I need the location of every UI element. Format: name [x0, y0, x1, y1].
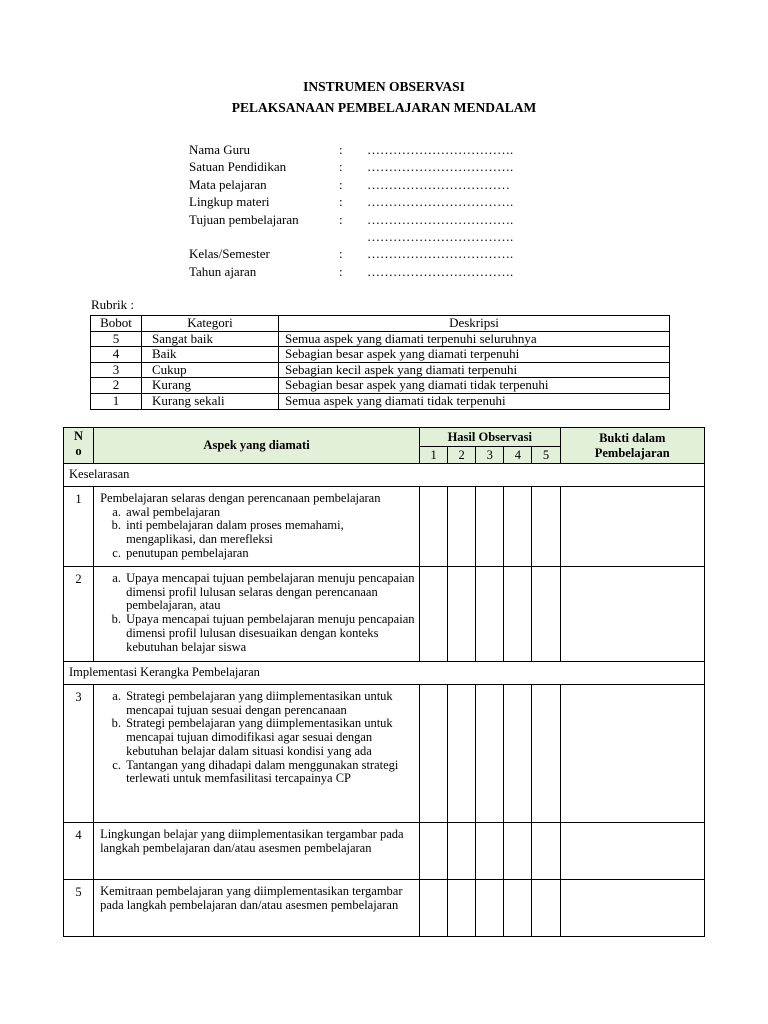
identity-label: Kelas/Semester — [189, 246, 270, 262]
rubrik-bobot: 3 — [91, 362, 142, 378]
identity-colon: : — [339, 246, 343, 262]
score-cell[interactable] — [476, 685, 504, 823]
identity-value-field[interactable]: ……………………………. — [367, 211, 514, 227]
score-header: 4 — [504, 447, 532, 464]
table-row — [64, 880, 705, 937]
identity-value-field[interactable]: …………………………… — [367, 176, 510, 192]
evidence-cell[interactable] — [560, 685, 705, 823]
score-cell[interactable] — [448, 685, 476, 823]
list-item: c. penutupan pembelajaran — [124, 547, 415, 561]
score-cell[interactable] — [532, 487, 560, 567]
item-number: 2 — [64, 567, 94, 662]
score-cell[interactable] — [504, 823, 532, 880]
item-point-list — [100, 690, 415, 786]
rubrik-kategori: Sangat baik — [142, 331, 279, 347]
rubrik-deskripsi: Sebagian besar aspek yang diamati terpenuhi — [279, 347, 670, 363]
rubrik-kategori: Kurang — [142, 378, 279, 394]
evidence-cell[interactable] — [560, 567, 705, 662]
rubrik-header-kategori: Kategori — [142, 316, 279, 332]
rubrik-row — [91, 362, 670, 378]
list-item: a. Strategi pembelajaran yang diimplementasikan untuk mencapai tujuan sesuai dengan perencanaan — [124, 690, 415, 717]
header-no-line1: N — [74, 429, 84, 443]
table-row — [64, 685, 705, 823]
score-cell[interactable] — [476, 823, 504, 880]
identity-label: Tahun ajaran — [189, 263, 257, 279]
identity-value-field[interactable]: ……………………………. — [367, 142, 514, 157]
identity-label: Tujuan pembelajaran — [189, 211, 299, 227]
score-cell[interactable] — [420, 685, 448, 823]
rubrik-header-bobot: Bobot — [91, 316, 142, 332]
score-header: 3 — [476, 447, 504, 464]
section-row-implementasi — [64, 662, 705, 685]
score-cell[interactable] — [448, 823, 476, 880]
list-item: a. awal pembelajaran — [124, 506, 415, 520]
item-description: Kemitraan pembelajaran yang diimplementasikan tergambar pada langkah pembelajaran dan/atau asesmen pembelajaran — [94, 880, 420, 937]
document-title: INSTRUMEN OBSERVASI — [303, 79, 465, 94]
list-item: c. Tantangan yang dihadapi dalam menggunakan strategi terlewati untuk memfasilitasi tercapainya CP — [124, 759, 415, 786]
item-number: 1 — [64, 487, 94, 567]
score-cell[interactable] — [504, 567, 532, 662]
score-header: 1 — [420, 447, 448, 464]
item-description — [94, 487, 420, 567]
score-cell[interactable] — [532, 685, 560, 823]
evidence-cell[interactable] — [560, 823, 705, 880]
score-cell[interactable] — [532, 880, 560, 937]
identity-colon: : — [339, 211, 343, 227]
score-cell[interactable] — [420, 880, 448, 937]
table-row — [64, 823, 705, 880]
section-row-keselarasan — [64, 464, 705, 487]
evidence-cell[interactable] — [560, 880, 705, 937]
identity-colon: : — [339, 142, 343, 157]
header-aspek: Aspek yang diamati — [94, 428, 420, 464]
rubrik-kategori: Baik — [142, 347, 279, 363]
score-header: 5 — [532, 447, 560, 464]
item-description — [94, 685, 420, 823]
section-title: Keselarasan — [64, 464, 705, 487]
rubrik-row — [91, 393, 670, 409]
item-point-list — [100, 506, 415, 561]
rubrik-bobot: 4 — [91, 347, 142, 363]
score-cell[interactable] — [420, 567, 448, 662]
evidence-cell[interactable] — [560, 487, 705, 567]
rubrik-bobot: 2 — [91, 378, 142, 394]
score-cell[interactable] — [420, 487, 448, 567]
identity-colon: : — [339, 263, 343, 279]
list-item: b. Upaya mencapai tujuan pembelajaran menuju pencapaian dimensi profil lulusan disesuaikan dengan konteks kebutuhan belajar siswa — [124, 613, 415, 654]
list-item: b. inti pembelajaran dalam proses memahami, mengaplikasi, dan merefleksi — [124, 519, 415, 546]
identity-value-field[interactable]: ……………………………. — [367, 263, 514, 279]
rubrik-header-row — [91, 316, 670, 332]
observation-table — [63, 427, 705, 937]
score-cell[interactable] — [504, 880, 532, 937]
score-cell[interactable] — [420, 823, 448, 880]
header-bukti-line1: Bukti dalam — [599, 430, 666, 445]
rubrik-kategori: Cukup — [142, 362, 279, 378]
table-row — [64, 487, 705, 567]
rubrik-kategori: Kurang sekali — [142, 393, 279, 409]
score-cell[interactable] — [532, 567, 560, 662]
score-cell[interactable] — [504, 685, 532, 823]
header-no — [64, 428, 94, 464]
score-cell[interactable] — [448, 567, 476, 662]
score-cell[interactable] — [476, 567, 504, 662]
identity-value-field[interactable]: ……………………………. — [367, 194, 514, 210]
identity-colon: : — [339, 176, 343, 192]
identity-value-field[interactable]: ……………………………. — [367, 159, 514, 175]
rubrik-bobot: 5 — [91, 331, 142, 347]
rubrik-deskripsi: Semua aspek yang diamati terpenuhi seluruhnya — [279, 331, 670, 347]
rubrik-row — [91, 331, 670, 347]
identity-label: Lingkup materi — [189, 194, 270, 210]
list-item: a. Upaya mencapai tujuan pembelajaran menuju pencapaian dimensi profil lulusan selaras dengan perencanaan pembelajaran, atau — [124, 572, 415, 613]
identity-label: Mata pelajaran — [189, 176, 267, 192]
score-header: 2 — [448, 447, 476, 464]
rubrik-bobot: 1 — [91, 393, 142, 409]
score-cell[interactable] — [448, 487, 476, 567]
score-cell[interactable] — [532, 823, 560, 880]
header-bukti — [560, 428, 705, 464]
item-description: Lingkungan belajar yang diimplementasikan tergambar pada langkah pembelajaran dan/atau asesmen pembelajaran — [94, 823, 420, 880]
rubrik-row — [91, 378, 670, 394]
rubrik-label: Rubrik : — [91, 297, 134, 312]
header-no-line2: o — [75, 444, 82, 458]
rubrik-deskripsi: Sebagian besar aspek yang diamati tidak terpenuhi — [279, 378, 670, 394]
table-row — [64, 567, 705, 662]
identity-value-field[interactable]: ……………………………. — [367, 228, 514, 244]
rubrik-header-deskripsi: Deskripsi — [279, 316, 670, 332]
rubrik-row — [91, 347, 670, 363]
identity-colon: : — [339, 194, 343, 210]
list-item: b. Strategi pembelajaran yang diimplementasikan untuk mencapai tujuan dimodifikasi agar sesuai dengan kebutuhan belajar dalam situasi kondisi yang ada — [124, 717, 415, 758]
score-cell[interactable] — [476, 880, 504, 937]
item-point-list — [100, 572, 415, 654]
observation-header-row — [64, 428, 705, 447]
item-number: 4 — [64, 823, 94, 880]
document-subtitle: PELAKSANAAN PEMBELAJARAN MENDALAM — [231, 100, 537, 115]
identity-label: Nama Guru — [189, 142, 251, 157]
score-cell[interactable] — [504, 487, 532, 567]
item-number: 5 — [64, 880, 94, 937]
rubrik-deskripsi: Sebagian kecil aspek yang diamati terpenuhi — [279, 362, 670, 378]
header-hasil-observasi: Hasil Observasi — [420, 428, 560, 447]
score-cell[interactable] — [448, 880, 476, 937]
item-description — [94, 567, 420, 662]
header-bukti-line2: Pembelajaran — [594, 445, 670, 460]
identity-label: Satuan Pendidikan — [189, 159, 287, 175]
rubrik-table — [90, 315, 670, 410]
identity-colon: : — [339, 159, 343, 175]
item-intro: Pembelajaran selaras dengan perencanaan pembelajaran — [100, 491, 381, 505]
score-cell[interactable] — [476, 487, 504, 567]
item-number: 3 — [64, 685, 94, 823]
identity-value-field[interactable]: ……………………………. — [367, 246, 514, 262]
section-title: Implementasi Kerangka Pembelajaran — [64, 662, 705, 685]
rubrik-deskripsi: Semua aspek yang diamati tidak terpenuhi — [279, 393, 670, 409]
